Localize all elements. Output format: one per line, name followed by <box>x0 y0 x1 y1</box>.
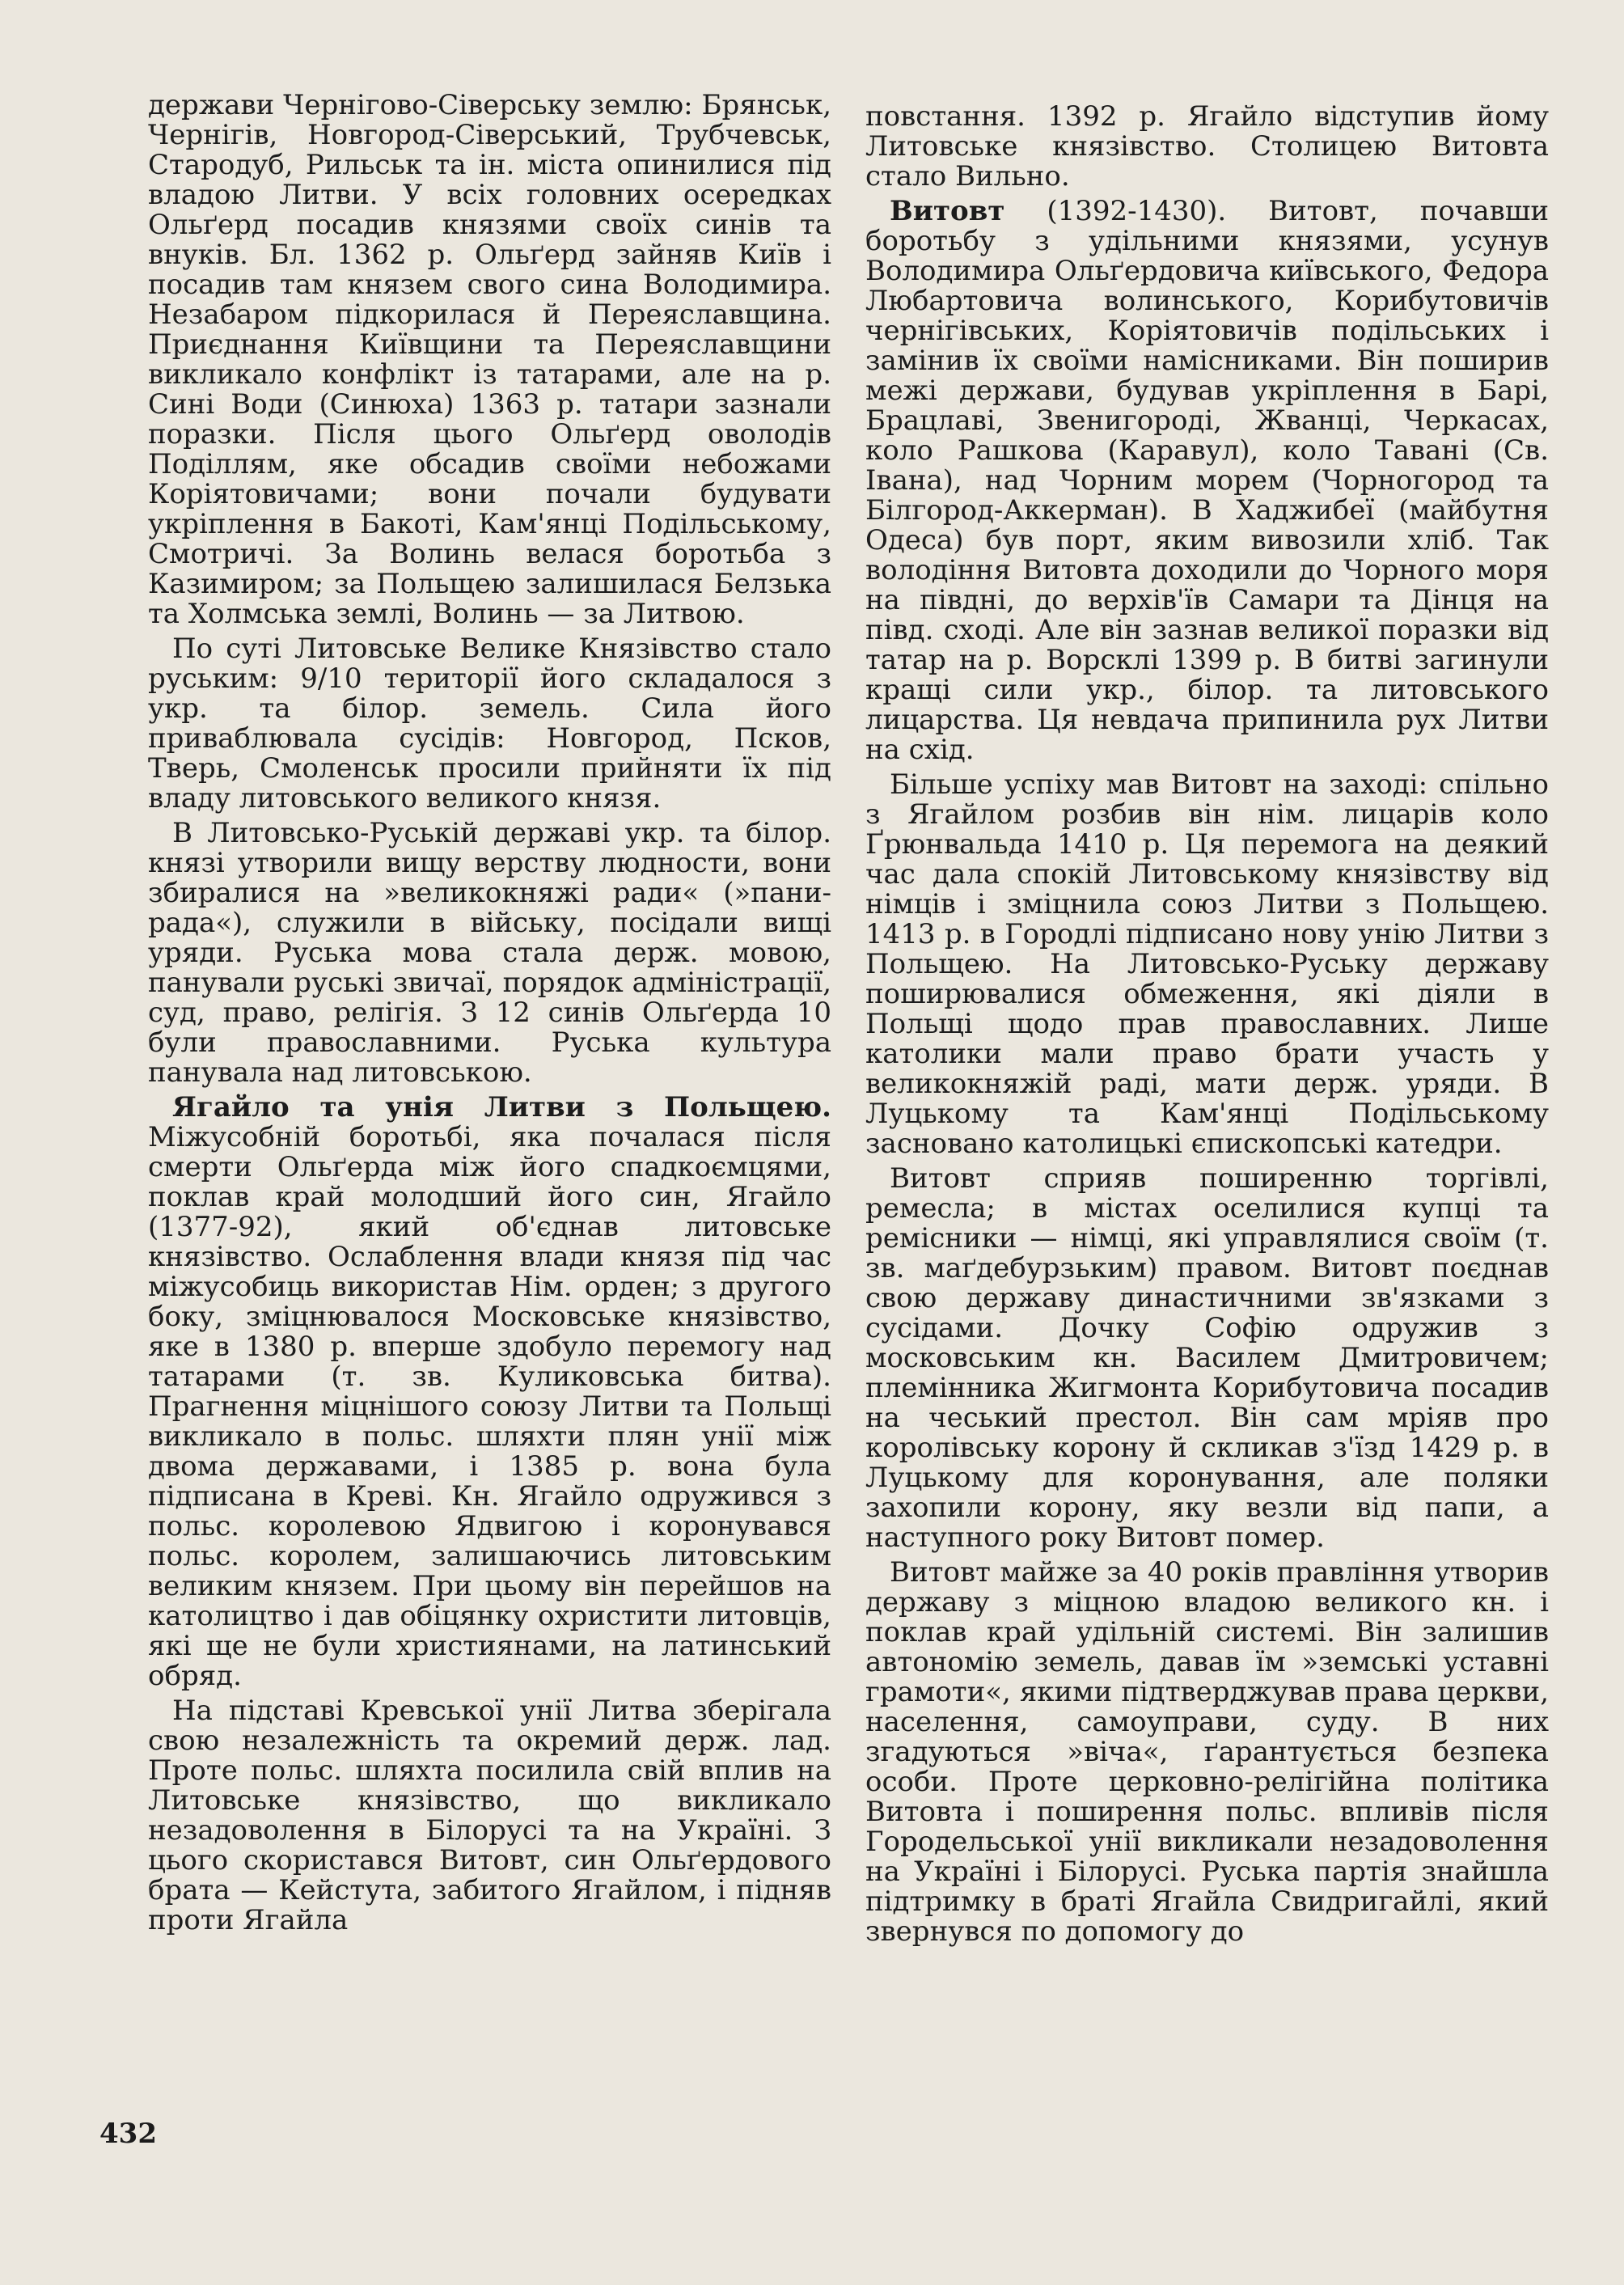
paragraph <box>865 197 1549 765</box>
paragraph: По суті Литовське Велике Князівство стало руським: 9/10 території його складалося з укр. та білор. земель. Сила його приваблювала сусідів: Новгород, Псков, Тверь, Смоленськ просили прийняти їх під владу литовського великого князя. <box>148 633 831 815</box>
right-column <box>865 102 1549 1952</box>
paragraph: На підставі Кревської унії Литва зберігала свою незалежність та окремий держ. лад. Проте польс. шляхта посилила свій вплив на Литовське князівство, що викликало незадоволення в Білорусі та на Україні. З цього скористався Витовт, син Ольґердового брата — Кейстута, забитого Ягайлом, і підняв проти Ягайла <box>148 1695 831 1936</box>
paragraph: повстання. 1392 р. Ягайло відступив йому Литовське князівство. Столицею Витовта стало Вильно. <box>865 100 1549 193</box>
paragraph: Витовт сприяв поширенню торгівлі, ремесла; в містах оселилися купці та ремісники — німці, які управлялися своїм (т. зв. маґдебурзьким) правом. Витовт поєднав свою державу династичними зв'язками з сусідами. Дочку Софію одружив з московським кн. Василем Дмитровичем; племінника Жигмонта Корибутовича посадив на чеський престол. Він сам мріяв про королівську корону й скликав з'їзд 1429 р. в Луцькому для коронування, але поляки захопили корону, яку везли від папи, а наступного року Витовт помер. <box>865 1162 1549 1554</box>
paragraph <box>148 1093 831 1691</box>
page-number: 432 <box>99 2118 157 2150</box>
left-column <box>148 91 831 1940</box>
paragraph: держави Чернігово-Сіверську землю: Брянськ, Чернігів, Новгород-Сіверський, Трубчевськ, Стародуб, Рильськ та ін. міста опинилися під владою Литви. У всіх головних осередках Ольґерд посадив князями своїх синів та внуків. Бл. 1362 р. Ольґерд зайняв Київ і посадив там князем свого сина Володимира. Незабаром підкорилася й Переяславщина. Приєднання Київщини та Переяславщини викликало конфлікт із татарами, але на р. Сині Води (Синюха) 1363 р. татари зазнали поразки. Після цього Ольґерд оволодів Поділлям, яке обсадив своїми небожами Коріятовичами; вони почали будувати укріплення в Бакоті, Кам'янці Подільському, Смотричі. За Волинь велася боротьба з Казимиром; за Польщею залишилася Белзька та Холмська землі, Волинь — за Литвою. <box>148 89 831 630</box>
section-heading: Витовт <box>890 195 1005 227</box>
paragraph: В Литовсько-Руській державі укр. та білор. князі утворили вищу верству людности, вони збиралися на »великокняжі ради« (»пани-рада«), служили в війську, посідали вищі уряди. Руська мова стала держ. мовою, панували руські звичаї, порядок адміністрації, суд, право, релігія. З 12 синів Ольґерда 10 були православними. Руська культура панувала над литовською. <box>148 817 831 1089</box>
section-heading: Ягайло та унія Литви з Польщею. <box>172 1091 831 1123</box>
paragraph: Витовт майже за 40 років правління утворив державу з міцною владою великого кн. і поклав край удільній системі. Він залишив автономію земель, давав їм »земські уставні грамоти«, якими підтверджував права церкви, населення, самоуправи, суду. В них згадуються »віча«, ґарантується безпека особи. Проте церковно-релігійна політика Витовта і поширення польс. впливів після Городельської унії викликали незадоволення на Україні і Білорусі. Руська партія знайшла підтримку в браті Ягайла Свидригайлі, який звернувся по допомогу до <box>865 1556 1549 1948</box>
paragraph-text: Міжусобній боротьбі, яка почалася після смерти Ольґерда між його спадкоємцями, поклав край молодший його син, Ягайло (1377-92), який об'єднав литовське князівство. Ослаблення влади князя під час міжусобиць використав Нім. орден; з другого боку, зміцнювалося Московське князівство, яке в 1380 р. вперше здобуло перемогу над татарами (т. зв. Куликовська битва). Прагнення міцнішого союзу Литви та Польщі викликало в польс. шляхти плян унії між двома державами, і 1385 р. вона була підписана в Креві. Кн. Ягайло одружився з польс. королевою Ядвигою і коронувався польс. королем, залишаючись литовським великим князем. При цьому він перейшов на католицтво і дав обіцянку охристити литовців, які ще не були християнами, на латинський обряд. <box>148 1121 831 1692</box>
paragraph-text: (1392-1430). Витовт, почавши боротьбу з удільними князями, усунув Володимира Ольґердовича київського, Федора Любартовича волинського, Корибутовичів чернігівських, Коріятовичів подільських і замінив їх своїми намісниками. Він поширив межі держави, будував укріплення в Барі, Брацлаві, Звенигороді, Жванці, Черкасах, коло Рашкова (Каравул), коло Тавані (Св. Івана), над Чорним морем (Чорногород та Білгород-Аккерман). В Хаджибеї (майбутня Одеса) був порт, яким вивозили хліб. Так володіння Витовта доходили до Чорного моря на півдні, до верхів'їв Самари та Дінця на півд. сході. Але він зазнав великої поразки від татар на р. Ворсклі 1399 р. В битві загинули кращі сили укр., білор. та литовського лицарства. Ця невдача припинила рух Литви на схід. <box>865 195 1549 766</box>
paragraph: Більше успіху мав Витовт на заході: спільно з Ягайлом розбив він нім. лицарів коло Ґрюнвальда 1410 р. Ця перемога на деякий час дала спокій Литовському князівству від німців і зміцнила союз Литви з Польщею. 1413 р. в Городлі підписано нову унію Литви з Польщею. На Литовсько-Руську державу поширювалися обмеження, які діяли в Польщі щодо прав православних. Лише католики мали право брати участь у великокняжій раді, мати держ. уряди. В Луцькому та Кам'янці Подільському засновано католицькі єпископські катедри. <box>865 768 1549 1160</box>
